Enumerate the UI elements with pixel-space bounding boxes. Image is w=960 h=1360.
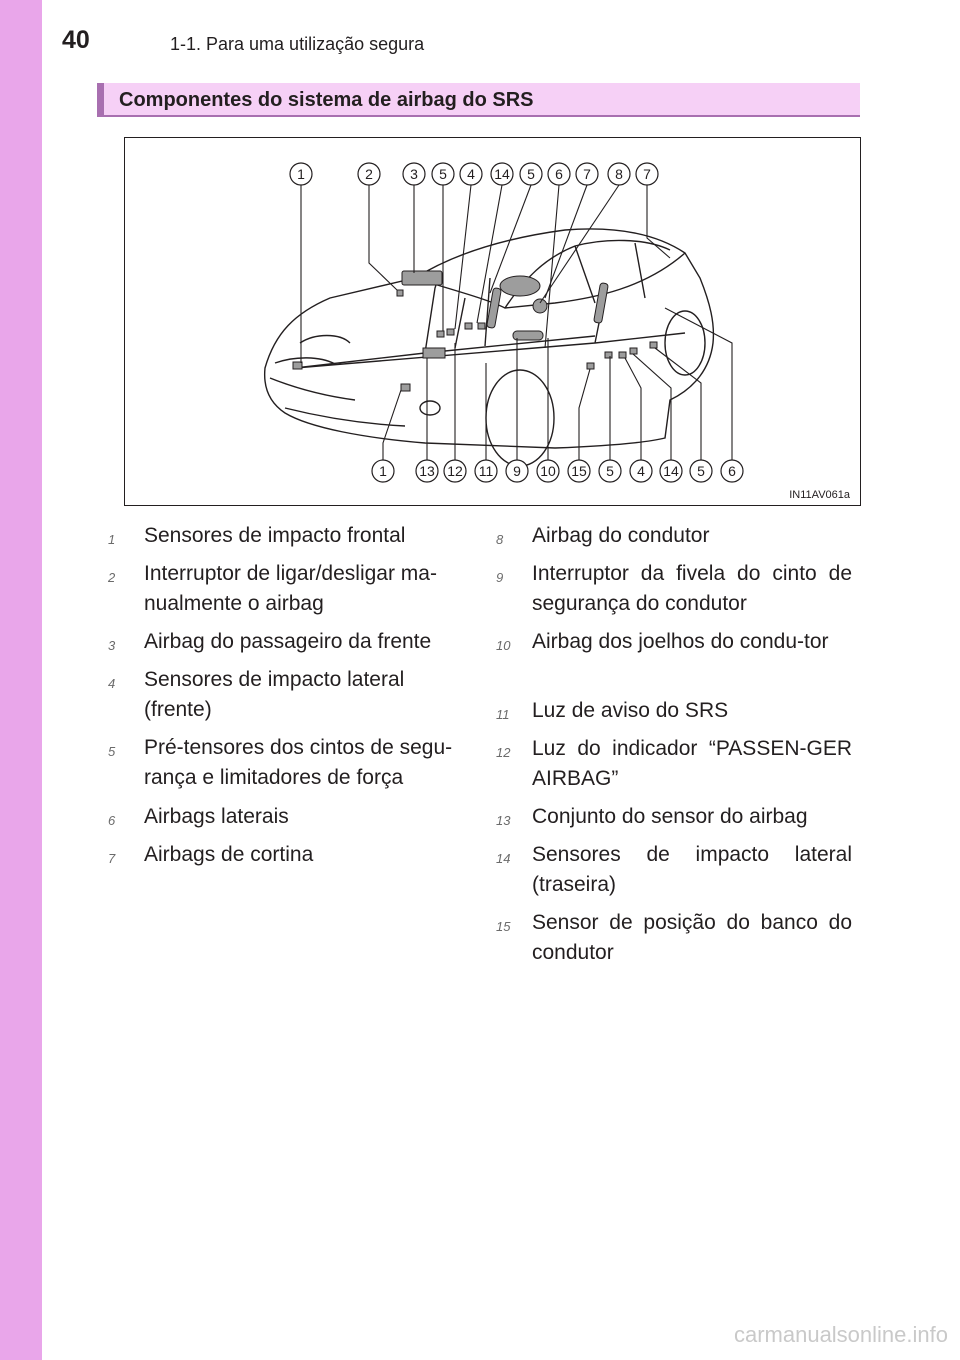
callout-bottom: 15 — [571, 463, 587, 479]
legend-number: 10 — [496, 638, 511, 653]
legend-text: Airbag do condutor — [532, 524, 710, 547]
airbag-diagram — [124, 137, 861, 506]
legend-number: 3 — [108, 638, 116, 653]
callout-top: 2 — [365, 166, 373, 182]
legend-text: Sensores de impacto lateral (traseira) — [532, 843, 852, 896]
callout-bottom: 5 — [697, 463, 705, 479]
legend-number: 7 — [108, 851, 116, 866]
legend-number: 11 — [496, 707, 510, 722]
legend-number: 14 — [496, 851, 511, 866]
legend-text: Interruptor da fivela do cinto de segurança do condutor — [532, 562, 852, 615]
section-header — [97, 83, 860, 117]
legend-text: Luz do indicador “PASSEN-GER AIRBAG” — [532, 737, 852, 790]
legend-text: Interruptor de ligar/desligar ma-nualmente o airbag — [144, 562, 437, 615]
callout-bottom: 9 — [513, 463, 521, 479]
callout-top: 7 — [583, 166, 591, 182]
legend-text: Airbags de cortina — [144, 843, 314, 866]
legend-number: 12 — [496, 745, 511, 760]
car-illustration — [125, 138, 862, 507]
page-number: 40 — [62, 26, 90, 54]
callout-bottom: 12 — [447, 463, 463, 479]
legend-number: 15 — [496, 919, 511, 934]
callout-top: 1 — [297, 166, 305, 182]
callout-bottom: 14 — [663, 463, 679, 479]
callout-top: 8 — [615, 166, 623, 182]
legend-text: Sensor de posição do banco do condutor — [532, 911, 852, 964]
callout-top: 14 — [494, 166, 510, 182]
callout-bottom: 10 — [540, 463, 556, 479]
legend-text: Conjunto do sensor do airbag — [532, 805, 808, 828]
section-title: Componentes do sistema de airbag do SRS — [119, 89, 534, 111]
callout-top: 4 — [467, 166, 475, 182]
legend-number: 6 — [108, 813, 116, 828]
legend-text: Luz de aviso do SRS — [532, 699, 729, 722]
legend-number: 1 — [108, 532, 116, 547]
callout-bottom: 5 — [606, 463, 614, 479]
watermark: carmanualsonline.info — [733, 1322, 948, 1347]
callout-top: 7 — [643, 166, 651, 182]
legend-number: 13 — [496, 813, 511, 828]
legend-number: 8 — [496, 532, 504, 547]
legend-left — [108, 521, 478, 901]
legend-number: 2 — [108, 570, 116, 585]
image-code: IN11AV061a — [789, 489, 850, 501]
callout-bottom: 1 — [379, 463, 387, 479]
callout-top: 3 — [410, 166, 418, 182]
callout-bottom: 13 — [419, 463, 435, 479]
chapter-title: 1-1. Para uma utilização segura — [170, 34, 425, 54]
callout-bottom: 6 — [728, 463, 736, 479]
legend-number: 4 — [108, 676, 116, 691]
callout-top: 5 — [527, 166, 535, 182]
legend-text: Pré-tensores dos cintos de segu-rança e limitadores de força — [144, 736, 453, 789]
legend-number: 5 — [108, 744, 116, 759]
callout-bottom: 4 — [637, 463, 645, 479]
legend-text: Airbag do passageiro da frente — [144, 630, 432, 653]
side-tab-bar — [0, 0, 42, 1360]
legend-text: Sensores de impacto frontal — [144, 524, 406, 547]
callout-top: 5 — [439, 166, 447, 182]
callout-bottom: 11 — [478, 463, 494, 479]
legend-text: Airbag dos joelhos do condu-tor — [532, 630, 829, 653]
legend-text: Sensores de impacto lateral (frente) — [144, 668, 405, 721]
legend-text: Airbags laterais — [144, 805, 289, 828]
legend-number: 9 — [496, 570, 504, 585]
legend-right — [496, 521, 860, 981]
callout-top: 6 — [555, 166, 563, 182]
